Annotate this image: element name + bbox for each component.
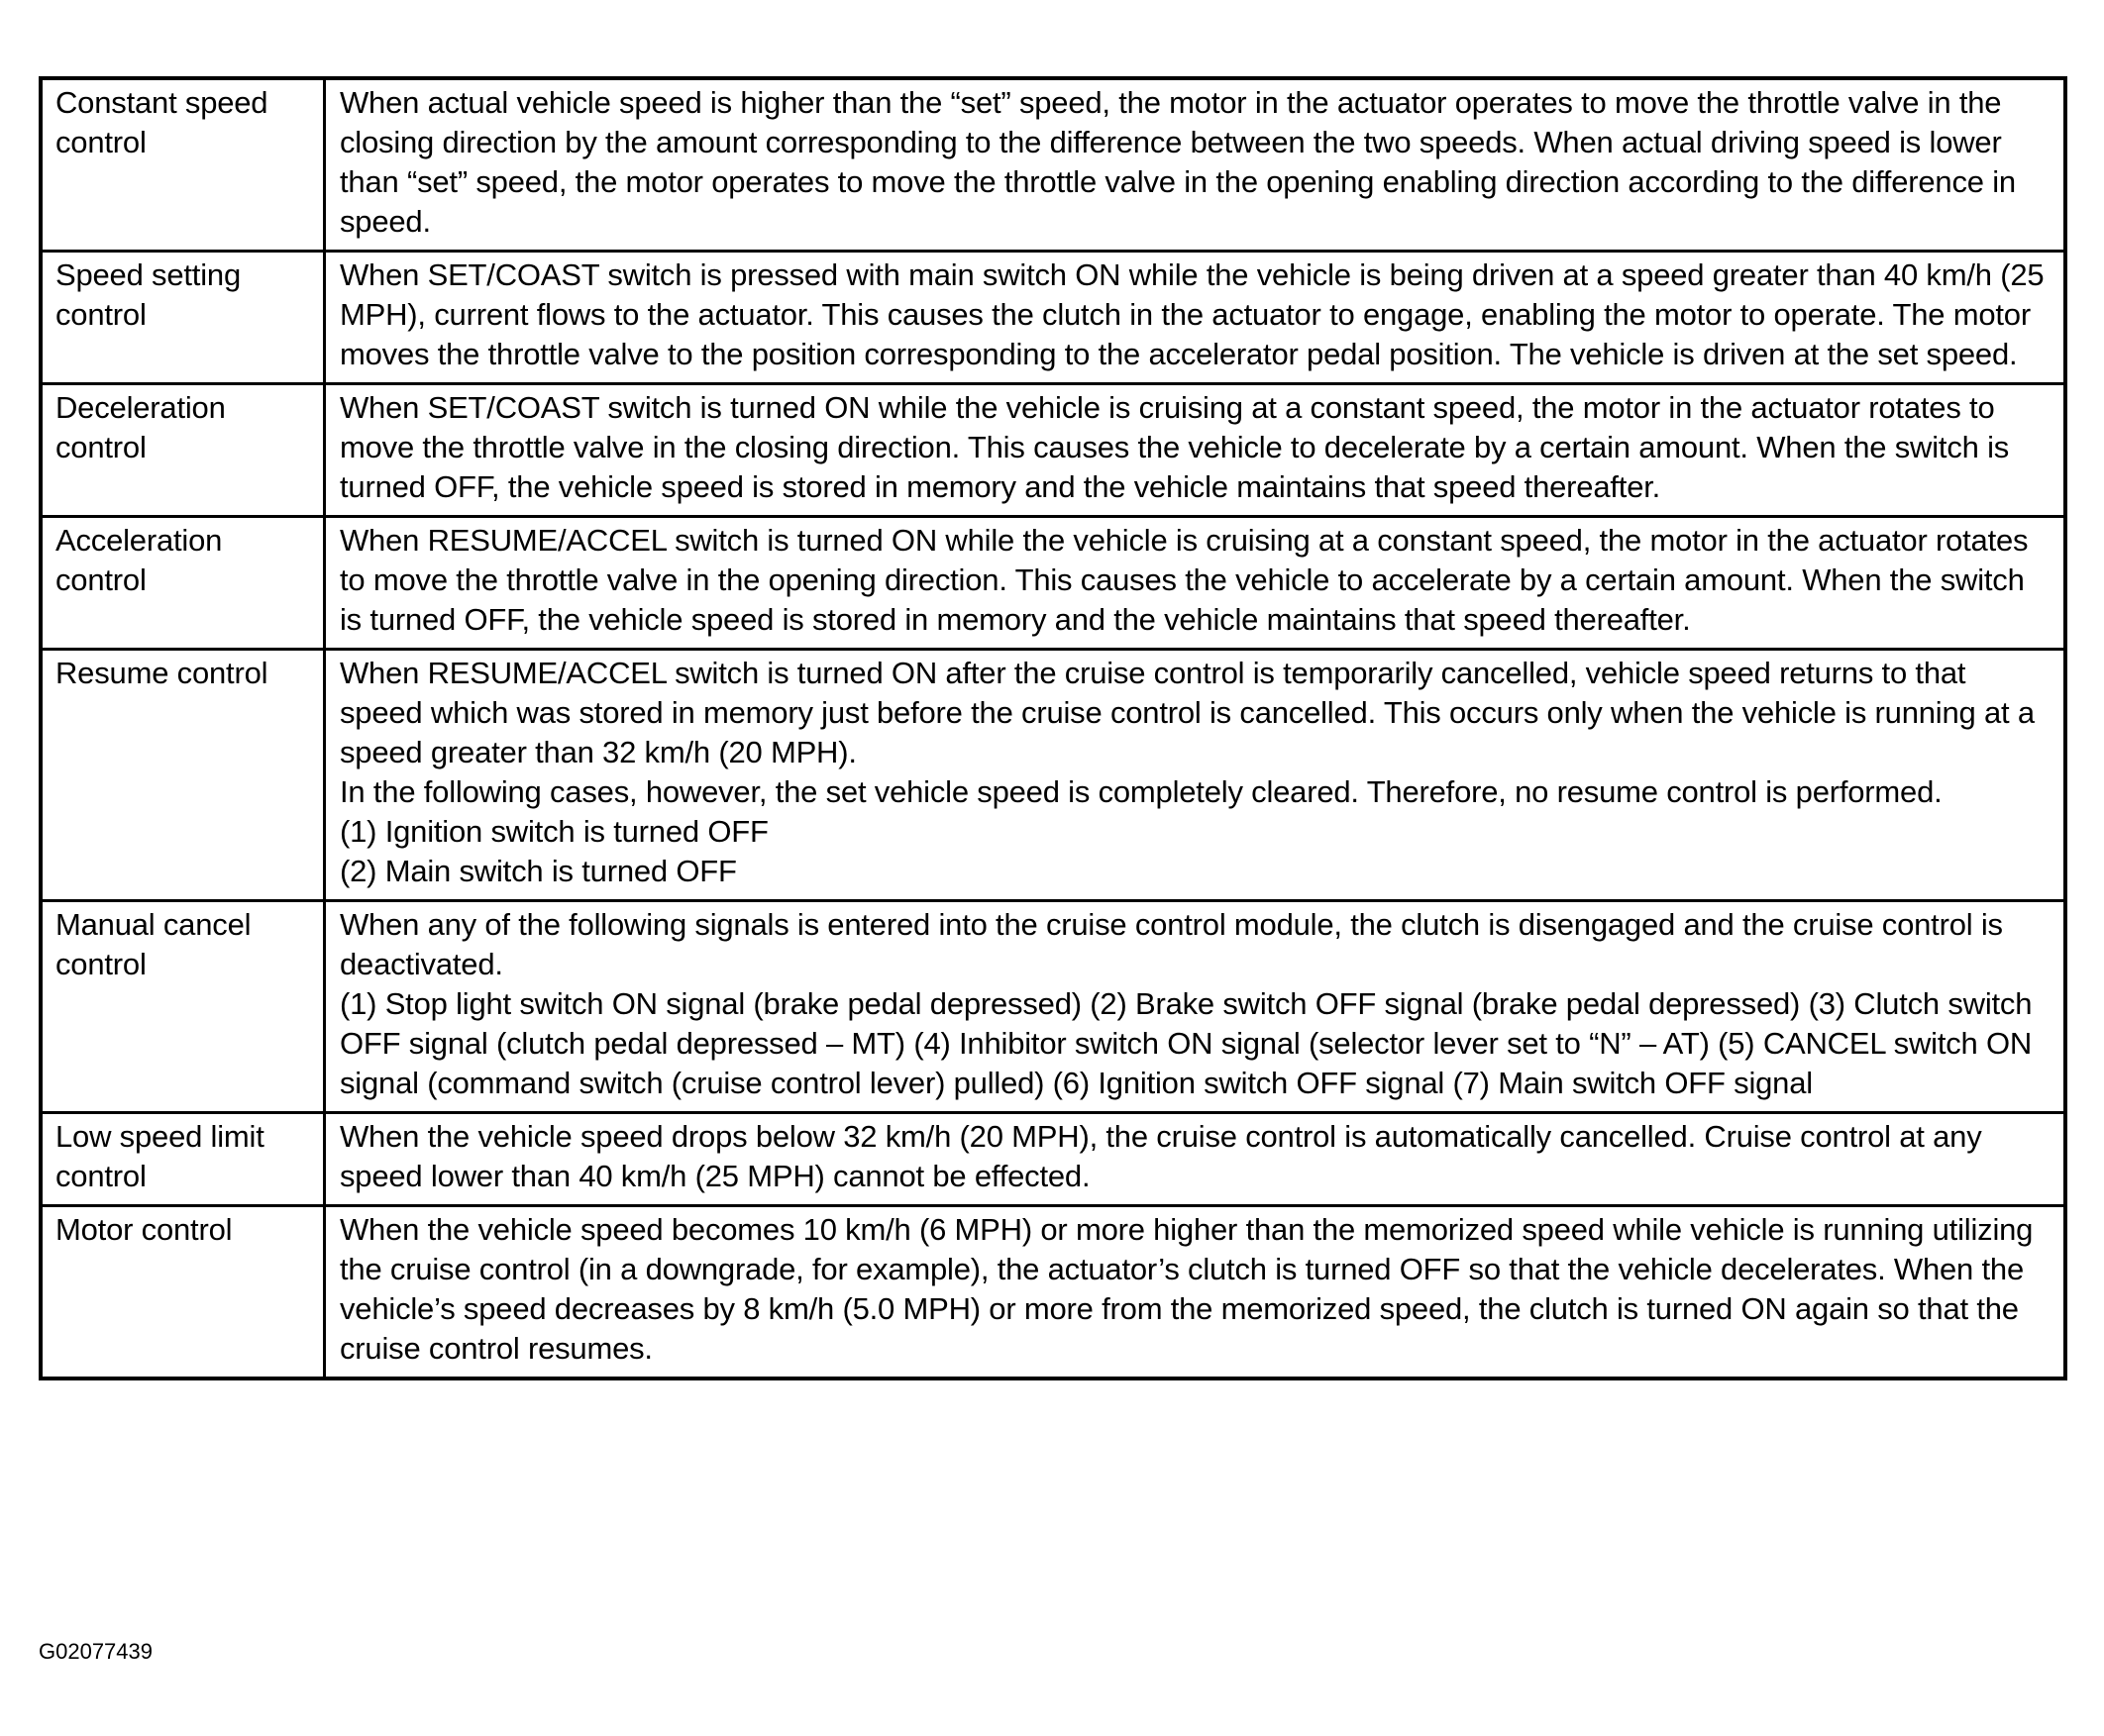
row-label: Resume control bbox=[41, 650, 325, 901]
table-row bbox=[41, 78, 2065, 252]
row-description: When the vehicle speed becomes 10 km/h (6 MPH) or more higher than the memorized speed while vehicle is running utilizing the cruise control (in a downgrade, for example), the actuator’s clutch is turned OFF so that the vehicle decelerates. When the vehicle’s speed decreases by 8 km/h (5.0 MPH) or more from the memorized speed, the clutch is turned ON again so that the cruise control resumes. bbox=[325, 1206, 2066, 1379]
row-label: Low speed limit control bbox=[41, 1113, 325, 1206]
table-row bbox=[41, 901, 2065, 1113]
row-description: When actual vehicle speed is higher than the “set” speed, the motor in the actuator operates to move the throttle valve in the closing direction by the amount corresponding to the difference between the two speeds. When actual driving speed is lower than “set” speed, the motor operates to move the throttle valve in the opening enabling direction according to the difference in speed. bbox=[325, 78, 2066, 252]
row-label: Speed setting control bbox=[41, 252, 325, 384]
table-row bbox=[41, 1113, 2065, 1206]
table-row bbox=[41, 650, 2065, 901]
row-label: Deceleration control bbox=[41, 384, 325, 517]
table-row bbox=[41, 384, 2065, 517]
row-label: Acceleration control bbox=[41, 517, 325, 650]
figure-id: G02077439 bbox=[39, 1639, 153, 1664]
row-label: Constant speed control bbox=[41, 78, 325, 252]
row-description: When the vehicle speed drops below 32 km/h (20 MPH), the cruise control is automatically cancelled. Cruise control at any speed lower than 40 km/h (25 MPH) cannot be effected. bbox=[325, 1113, 2066, 1206]
row-label: Manual cancel control bbox=[41, 901, 325, 1113]
row-label: Motor control bbox=[41, 1206, 325, 1379]
row-description: When SET/COAST switch is pressed with main switch ON while the vehicle is being driven at a speed greater than 40 km/h (25 MPH), current flows to the actuator. This causes the clutch in the actuator to engage, enabling the motor to operate. The motor moves the throttle valve to the position corresponding to the accelerator pedal position. The vehicle is driven at the set speed. bbox=[325, 252, 2066, 384]
table-row bbox=[41, 252, 2065, 384]
row-description: When RESUME/ACCEL switch is turned ON after the cruise control is temporarily cancelled, vehicle speed returns to that speed which was stored in memory just before the cruise control is cancelled. This occurs only when the vehicle is running at a speed greater than 32 km/h (20 MPH). In the following cases, however, the set vehicle speed is completely cleared. Therefore, no resume control is performed. (1) Ignition switch is turned OFF (2) Main switch is turned OFF bbox=[325, 650, 2066, 901]
row-description: When any of the following signals is entered into the cruise control module, the clutch is disengaged and the cruise control is deactivated. (1) Stop light switch ON signal (brake pedal depressed) (2) Brake switch OFF signal (brake pedal depressed) (3) Clutch switch OFF signal (clutch pedal depressed – MT) (4) Inhibitor switch ON signal (selector lever set to “N” – AT) (5) CANCEL switch ON signal (command switch (cruise control lever) pulled) (6) Ignition switch OFF signal (7) Main switch OFF signal bbox=[325, 901, 2066, 1113]
table-row bbox=[41, 517, 2065, 650]
row-description: When SET/COAST switch is turned ON while the vehicle is cruising at a constant speed, the motor in the actuator rotates to move the throttle valve in the closing direction. This causes the vehicle to decelerate by a certain amount. When the switch is turned OFF, the vehicle speed is stored in memory and the vehicle maintains that speed thereafter. bbox=[325, 384, 2066, 517]
row-description: When RESUME/ACCEL switch is turned ON while the vehicle is cruising at a constant speed, the motor in the actuator rotates to move the throttle valve in the opening direction. This causes the vehicle to accelerate by a certain amount. When the switch is turned OFF, the vehicle speed is stored in memory and the vehicle maintains that speed thereafter. bbox=[325, 517, 2066, 650]
table-row bbox=[41, 1206, 2065, 1379]
cruise-control-table bbox=[39, 76, 2067, 1380]
